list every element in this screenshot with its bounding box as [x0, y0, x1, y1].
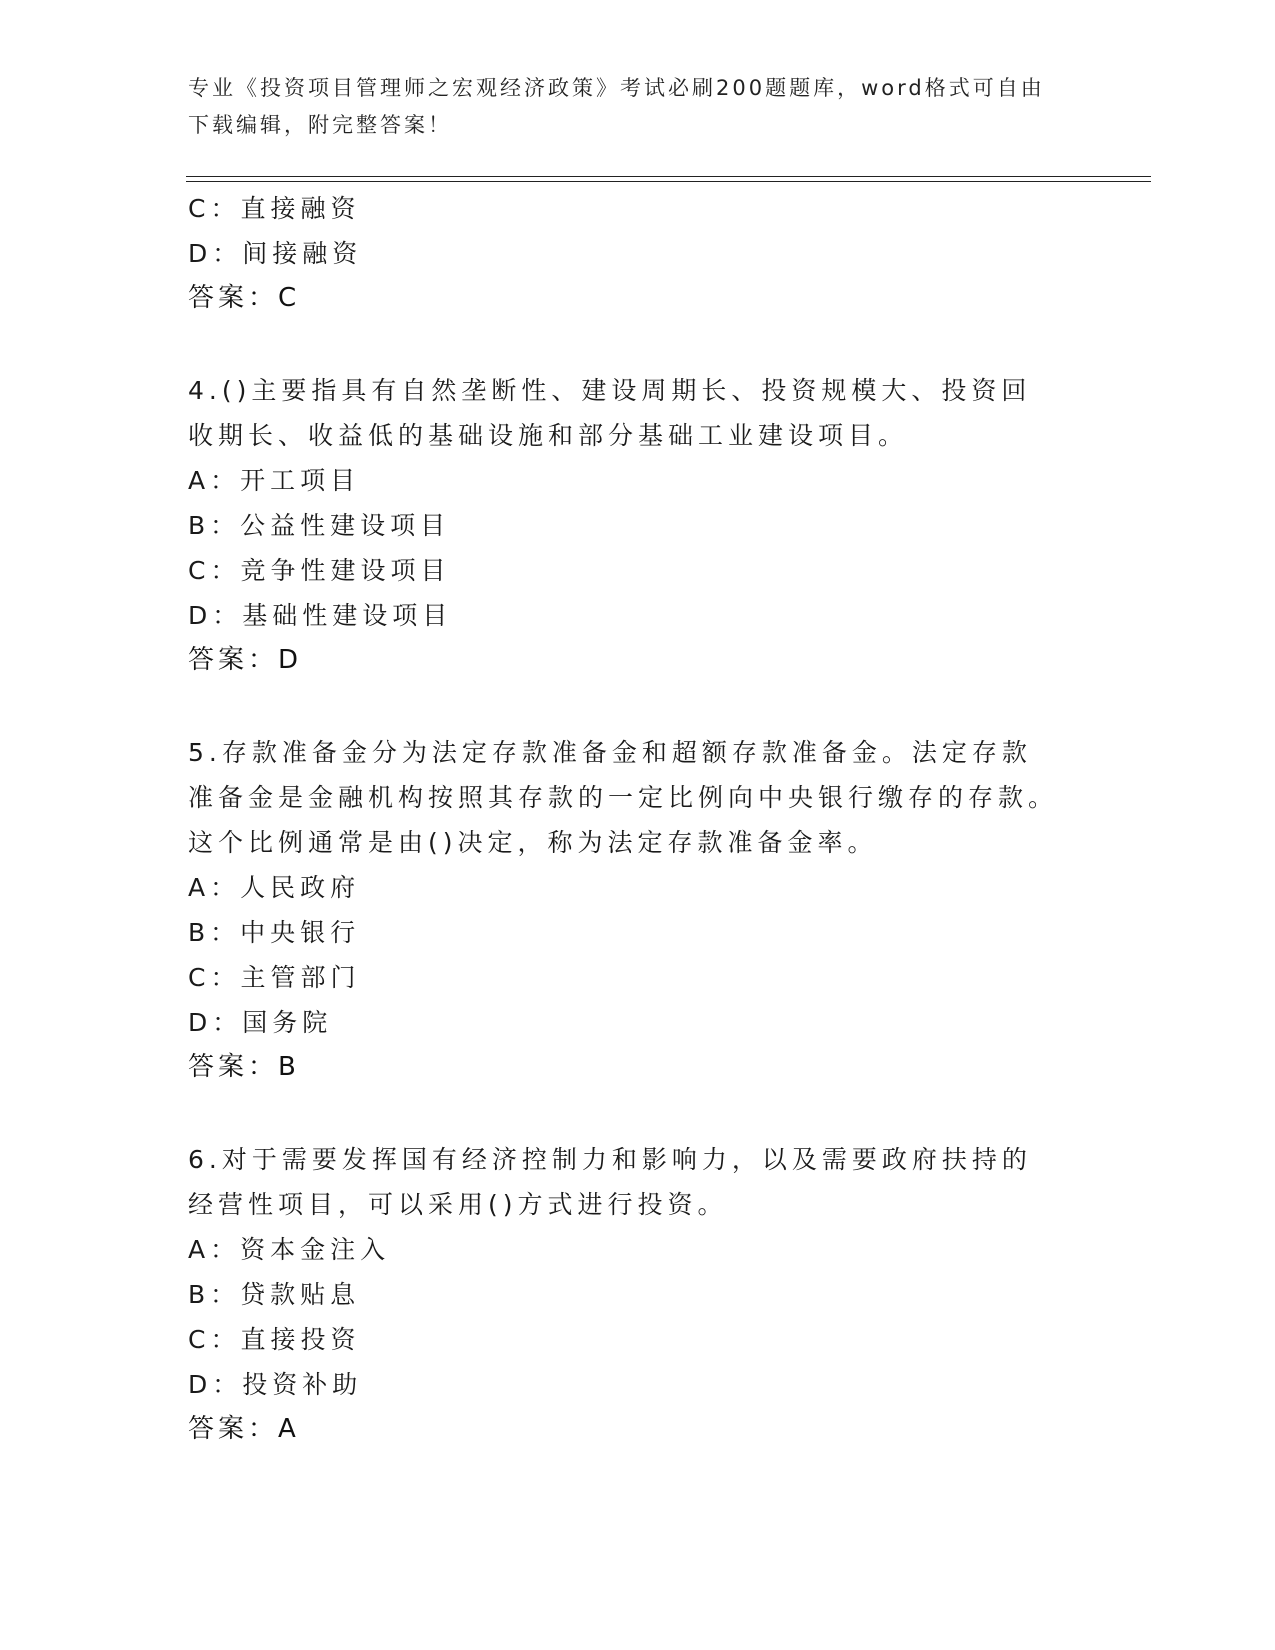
question-content — [188, 186, 1068, 1452]
option-c: C：直接投资 — [188, 1325, 361, 1354]
option-b: B：贷款贴息 — [188, 1280, 361, 1309]
option-c: C：主管部门 — [188, 963, 361, 992]
option-d: D：基础性建设项目 — [188, 601, 453, 630]
header-divider-top — [186, 176, 1151, 177]
answer-line: 答案：B — [188, 1052, 300, 1082]
option-a: A：资本金注入 — [188, 1235, 391, 1264]
question-block-3-tail — [188, 186, 1068, 321]
answer-line: 答案：A — [188, 1414, 300, 1444]
document-header: 专业《投资项目管理师之宏观经济政策》考试必刷200题题库，word格式可自由下载编辑，附完整答案！ — [188, 76, 1045, 137]
question-block-4 — [188, 368, 1068, 683]
option-a: A：人民政府 — [188, 873, 361, 902]
question-block-5 — [188, 730, 1068, 1090]
question-block-6 — [188, 1137, 1068, 1452]
option-b: B：公益性建设项目 — [188, 511, 451, 540]
option-d: D：间接融资 — [188, 239, 363, 268]
option-c: C：直接融资 — [188, 194, 361, 223]
question-stem: 4.()主要指具有自然垄断性、建设周期长、投资规模大、投资回收期长、收益低的基础设施和部分基础工业建设项目。 — [188, 376, 1032, 450]
question-stem: 6.对于需要发挥国有经济控制力和影响力，以及需要政府扶持的经营性项目，可以采用()方式进行投资。 — [188, 1145, 1032, 1219]
option-a: A：开工项目 — [188, 466, 361, 495]
answer-line: 答案：D — [188, 645, 303, 675]
option-d: D：投资补助 — [188, 1370, 363, 1399]
header-divider-bottom — [186, 181, 1151, 182]
answer-line: 答案：C — [188, 283, 301, 313]
option-d: D：国务院 — [188, 1008, 333, 1037]
question-stem: 5.存款准备金分为法定存款准备金和超额存款准备金。法定存款准备金是金融机构按照其存款的一定比例向中央银行缴存的存款。这个比例通常是由()决定，称为法定存款准备金率。 — [188, 738, 1059, 857]
option-c: C：竞争性建设项目 — [188, 556, 451, 585]
option-b: B：中央银行 — [188, 918, 361, 947]
